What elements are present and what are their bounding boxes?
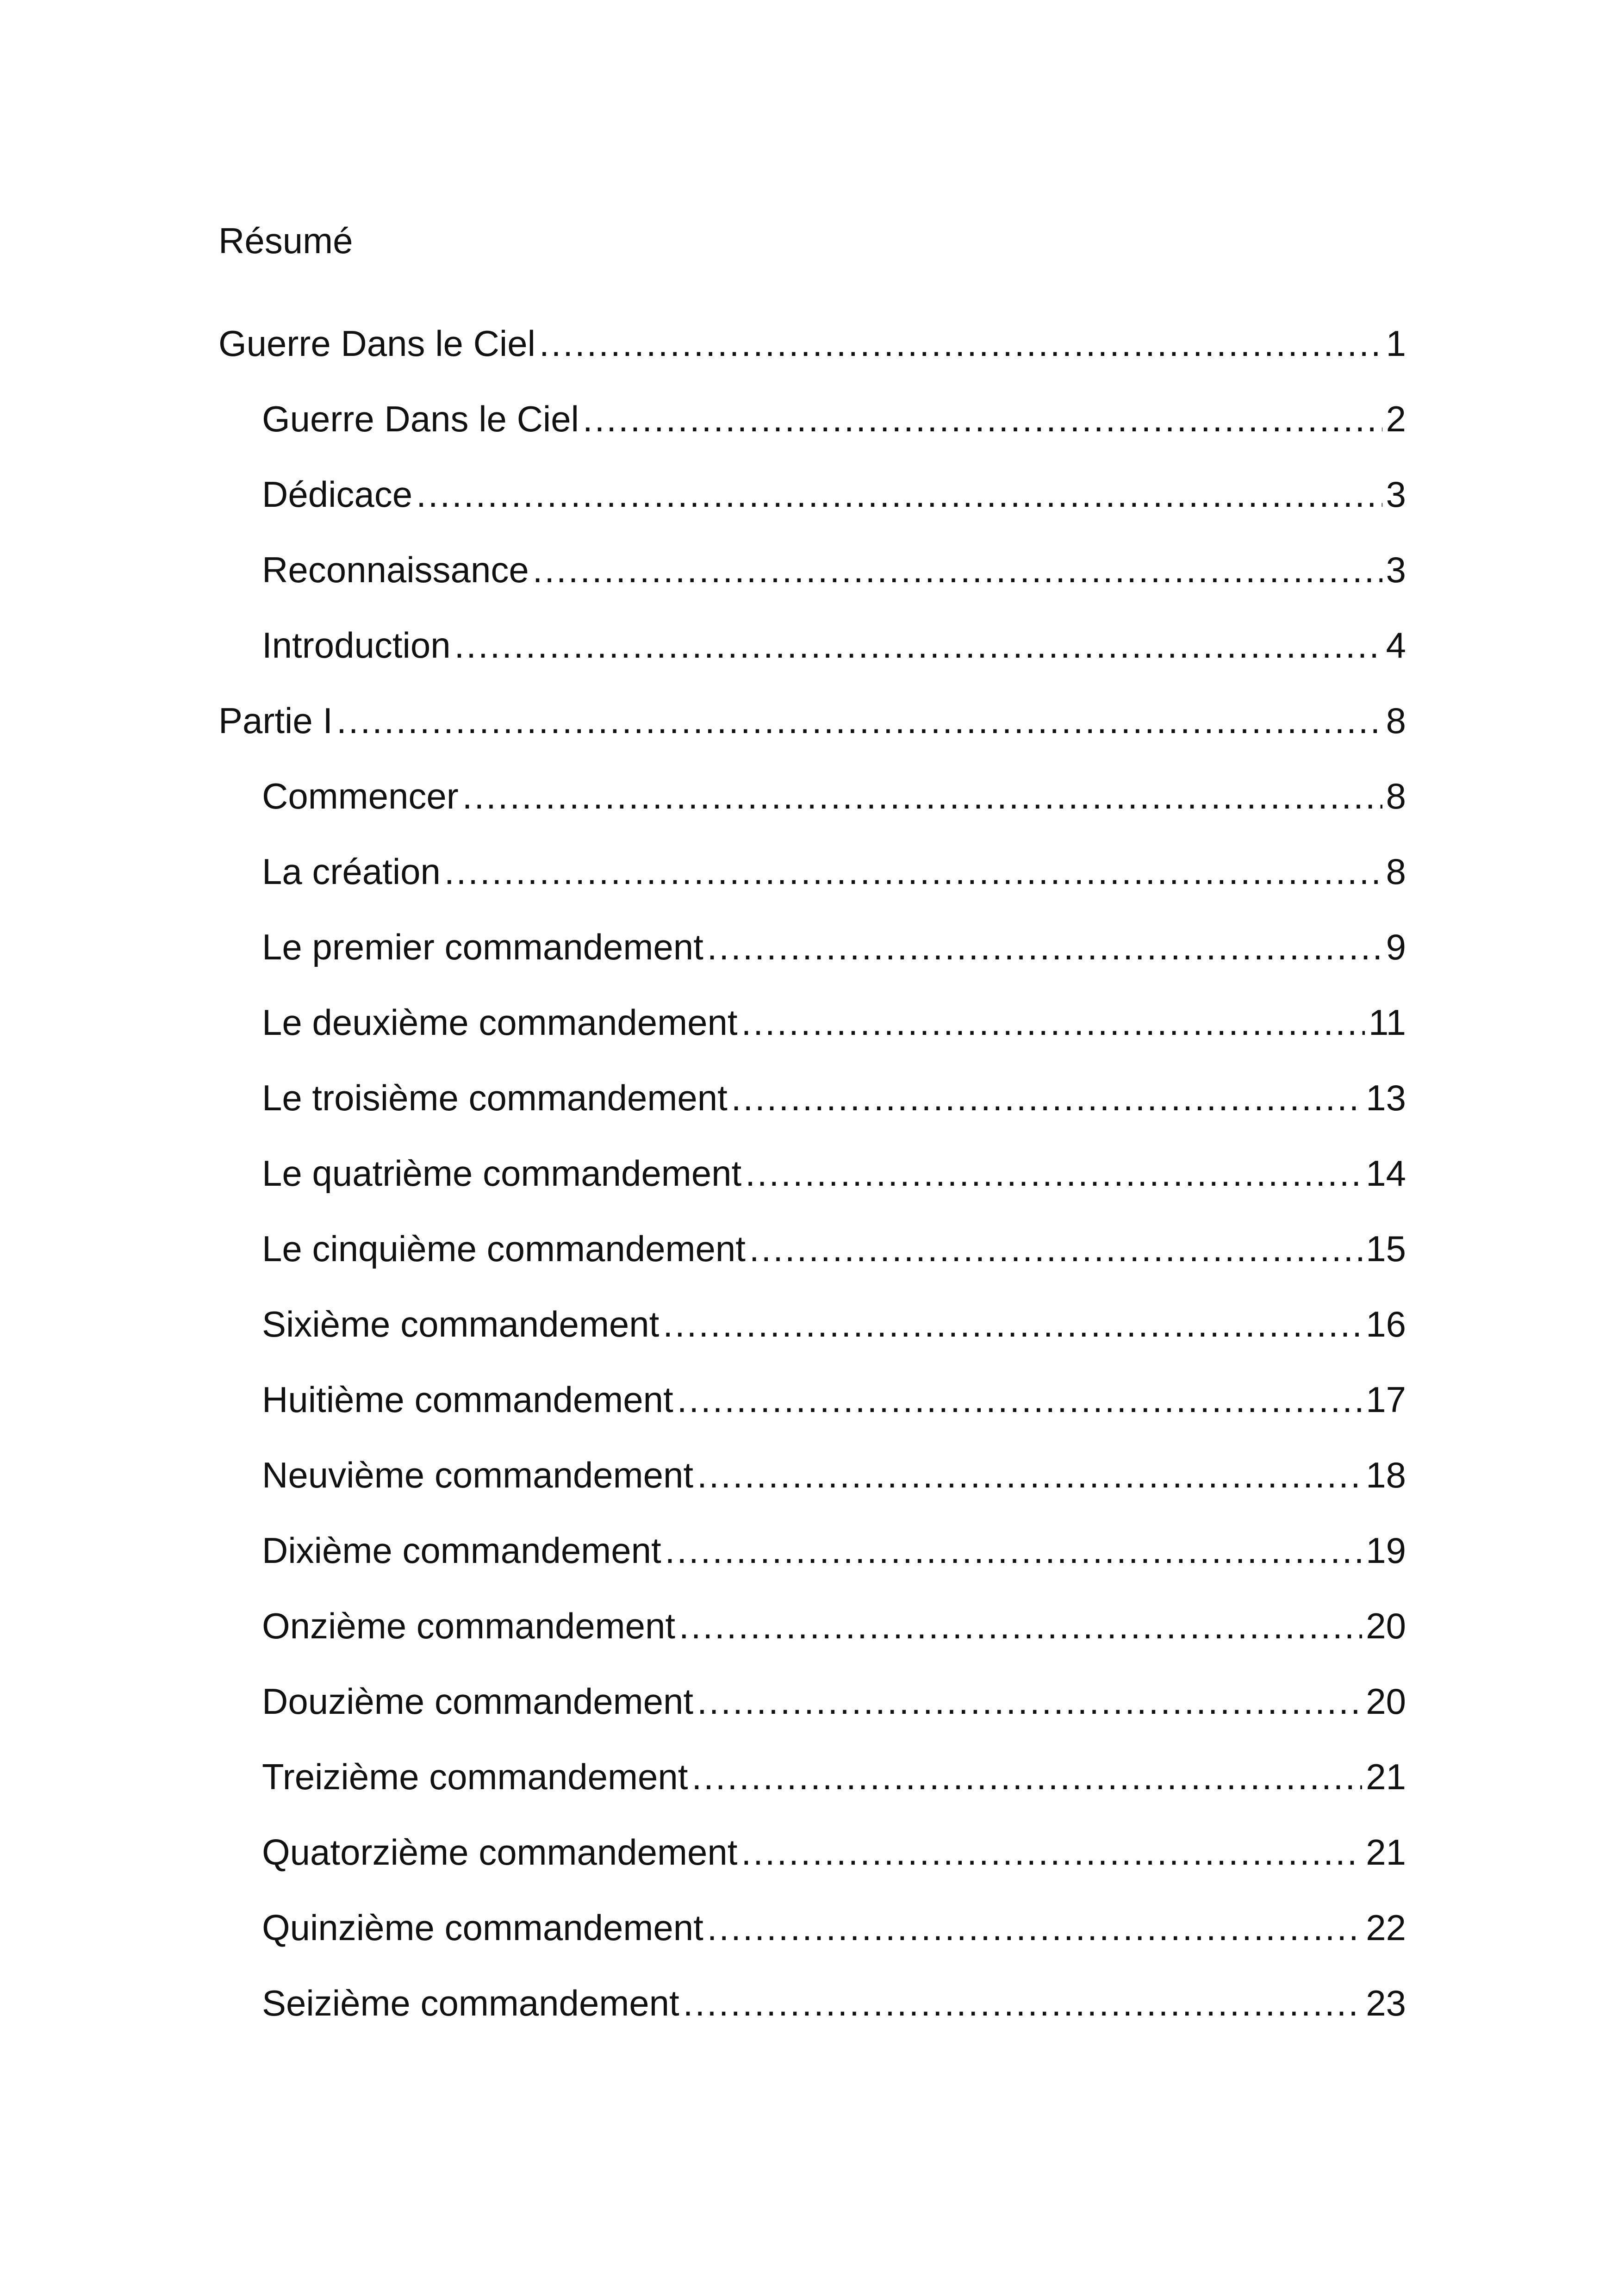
toc-entry-page: 19 [1366,1530,1406,1571]
toc-entry-label: Dixième commandement [262,1530,661,1571]
toc-entry[interactable] [218,456,1406,532]
dot-leader [749,1226,1362,1272]
toc-entry-page: 22 [1366,1907,1406,1948]
dot-leader [707,924,1382,970]
dot-leader [741,999,1365,1045]
dot-leader [677,1376,1363,1423]
toc-entry[interactable] [218,683,1406,758]
dot-leader [745,1150,1362,1196]
toc-entry[interactable] [218,758,1406,834]
dot-leader [697,1452,1362,1498]
toc-entry-page: 8 [1386,775,1406,816]
dot-leader [539,320,1382,367]
dot-leader [691,1754,1362,1800]
toc-entry-label: Dédicace [262,473,413,515]
toc-entry-page: 13 [1366,1077,1406,1118]
dot-leader [444,848,1382,895]
toc-entry-label: Douzième commandement [262,1680,694,1722]
toc-entry[interactable] [218,1814,1406,1890]
toc-entry-page: 4 [1386,624,1406,666]
toc-entry-label: Quinzième commandement [262,1907,703,1948]
toc-entry-page: 20 [1366,1680,1406,1722]
dot-leader [416,471,1382,517]
toc-entry-label: Quatorzième commandement [262,1831,738,1873]
toc-entry-label: Commencer [262,775,459,816]
toc-entry[interactable] [218,607,1406,683]
toc-entry-label: Sixième commandement [262,1303,660,1344]
toc-entry-page: 3 [1386,473,1406,515]
toc-entry[interactable] [218,1739,1406,1814]
dot-leader [663,1301,1362,1347]
toc-entry-page: 11 [1369,1002,1406,1043]
toc-entry[interactable] [218,1437,1406,1512]
toc-entry[interactable] [218,381,1406,456]
toc-entry[interactable] [218,1588,1406,1663]
toc-entry-label: Reconnaissance [262,549,529,590]
toc-entry[interactable] [218,834,1406,909]
table-of-contents [218,305,1406,2041]
dot-leader [583,396,1382,442]
toc-entry-page: 20 [1366,1605,1406,1646]
toc-entry[interactable] [218,1286,1406,1362]
dot-leader [731,1075,1362,1121]
toc-entry[interactable] [218,1060,1406,1135]
toc-entry[interactable] [218,984,1406,1060]
toc-entry[interactable] [218,305,1406,381]
dot-leader [707,1904,1362,1951]
toc-entry[interactable] [218,532,1406,607]
dot-leader [336,697,1382,744]
toc-entry[interactable] [218,909,1406,984]
toc-entry-page: 16 [1366,1303,1406,1344]
toc-entry-label: Le premier commandement [262,926,703,967]
toc-entry[interactable] [218,1890,1406,1965]
toc-entry-label: Seizième commandement [262,1982,679,2023]
toc-entry-page: 21 [1366,1756,1406,1797]
toc-entry[interactable] [218,1663,1406,1739]
dot-leader [683,1980,1363,2026]
dot-leader [741,1829,1362,1875]
dot-leader [679,1603,1362,1649]
toc-entry[interactable] [218,1362,1406,1437]
toc-entry-page: 8 [1386,851,1406,892]
toc-title: Résumé [218,220,353,261]
toc-entry-label: Introduction [262,624,451,666]
dot-leader [665,1527,1363,1574]
toc-entry-page: 8 [1386,700,1406,741]
toc-entry-page: 2 [1386,398,1406,439]
toc-entry[interactable] [218,1965,1406,2041]
toc-entry[interactable] [218,1135,1406,1211]
toc-entry-label: Onzième commandement [262,1605,676,1646]
toc-entry-label: Partie I [218,700,333,741]
toc-entry-page: 9 [1386,926,1406,967]
toc-entry-label: Guerre Dans le Ciel [218,323,535,364]
toc-entry-label: Le cinquième commandement [262,1228,746,1269]
toc-entry-label: Le quatrième commandement [262,1152,742,1194]
toc-entry-page: 21 [1366,1831,1406,1873]
toc-entry-page: 17 [1366,1379,1406,1420]
toc-entry-label: Guerre Dans le Ciel [262,398,579,439]
toc-entry-page: 18 [1366,1454,1406,1495]
dot-leader [533,547,1382,593]
toc-entry[interactable] [218,1211,1406,1286]
dot-leader [697,1678,1362,1724]
toc-entry-label: Le troisième commandement [262,1077,728,1118]
toc-entry-label: Le deuxième commandement [262,1002,738,1043]
toc-entry-page: 1 [1386,323,1406,364]
dot-leader [462,773,1382,819]
toc-entry-page: 3 [1386,549,1406,590]
toc-entry-label: Neuvième commandement [262,1454,694,1495]
toc-entry-label: Huitième commandement [262,1379,673,1420]
dot-leader [454,622,1382,668]
toc-entry[interactable] [218,1512,1406,1588]
toc-entry-page: 14 [1366,1152,1406,1194]
toc-entry-label: La création [262,851,441,892]
toc-entry-page: 23 [1366,1982,1406,2023]
toc-entry-page: 15 [1366,1228,1406,1269]
toc-entry-label: Treizième commandement [262,1756,688,1797]
